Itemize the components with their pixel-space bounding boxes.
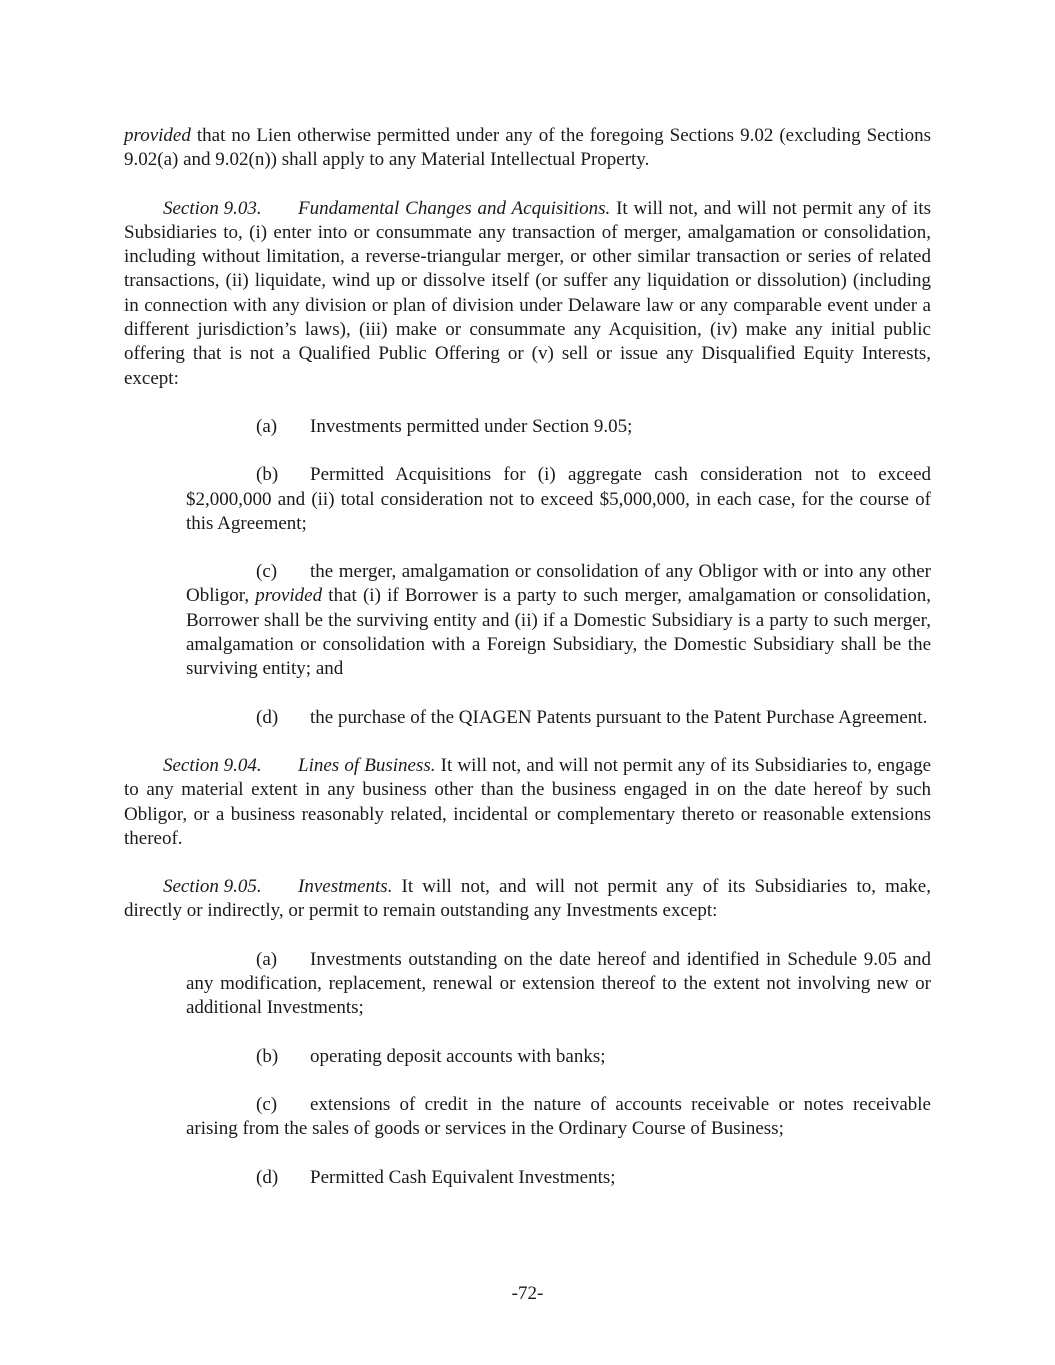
item-text: that (i) if Borrower is a party to such merger, amalgamation or consolidation, Borrower shall be the surviving entity and (ii) if a Domestic Subsidiary is a party to such merger, amalgamation or consolidation with a Foreign Subsidiary, the Domestic Subsidiary shall be the surviving entity; and xyxy=(186,585,931,680)
section-9-03-item-d xyxy=(186,706,931,730)
section-9-05-item-c xyxy=(186,1093,931,1142)
section-9-04-heading: Lines of Business. xyxy=(298,754,436,776)
item-text: the merger, amalgamation or consolidation of any Obligor with or into any other Obligor, xyxy=(186,561,931,607)
section-9-03-item-b xyxy=(186,463,931,536)
section-9-04-number: Section 9.04. xyxy=(163,754,262,776)
section-9-04 xyxy=(124,754,931,851)
section-9-04-text: It will not, and will not permit any of its Subsidiaries to, engage to any material extent in any business other than the business engaged in on the date hereof by such Obligor, or a business reasonably related, incidental or complementary thereto or reasonable extensions thereof. xyxy=(124,754,932,849)
item-label: (a) xyxy=(256,948,278,970)
item-text: extensions of credit in the nature of accounts receivable or notes receivable arising from the sales of goods or services in the Ordinary Course of Business; xyxy=(186,1093,931,1140)
continuation-paragraph xyxy=(124,124,931,173)
section-9-03-item-c xyxy=(186,560,931,681)
item-label: (a) xyxy=(256,415,278,437)
continuation-text: that no Lien otherwise permitted under any of the foregoing Sections 9.02 (excluding Sections 9.02(a) and 9.02(n)) shall apply to any Material Intellectual Property. xyxy=(124,125,931,171)
item-text: operating deposit accounts with banks; xyxy=(310,1045,606,1067)
section-9-05-heading: Investments. xyxy=(298,876,393,898)
section-9-05 xyxy=(124,875,931,924)
item-label: (b) xyxy=(256,1045,279,1067)
section-9-05-number: Section 9.05. xyxy=(163,876,262,898)
item-label: (d) xyxy=(256,1166,279,1188)
item-label: (c) xyxy=(256,1093,278,1115)
section-9-05-item-d xyxy=(186,1166,931,1190)
section-9-05-item-a xyxy=(186,948,931,1021)
item-label: (d) xyxy=(256,706,279,728)
section-9-03 xyxy=(124,197,931,391)
section-9-05-text: It will not, and will not permit any of its Subsidiaries to, make, directly or indirectly, or permit to remain outstanding any Investments except: xyxy=(124,876,931,922)
item-text: the purchase of the QIAGEN Patents pursuant to the Patent Purchase Agreement. xyxy=(310,706,928,728)
section-9-03-item-a xyxy=(186,415,931,439)
item-text: Permitted Cash Equivalent Investments; xyxy=(310,1166,616,1188)
section-9-03-heading: Fundamental Changes and Acquisitions. xyxy=(298,197,611,219)
section-9-03-text: It will not, and will not permit any of its Subsidiaries to, (i) enter into or consummate any transaction of merger, amalgamation or consolidation, including without limitation, a reverse-triangular merger, or other similar transaction or series of related transactions, (ii) liquidate, wind up or dissolve itself (or suffer any liquidation or dissolution) (including in connection with any division or plan of division under Delaware law or any comparable event under a different jurisdiction’s laws), (iii) make or consummate any Acquisition, (iv) make any initial public offering that is not a Qualified Public Offering or (v) sell or issue any Disqualified Equity Interests, except: xyxy=(124,197,931,389)
document-body xyxy=(124,124,931,1214)
item-text: Investments permitted under Section 9.05; xyxy=(310,415,633,437)
item-text: Investments outstanding on the date hereof and identified in Schedule 9.05 and any modification, replacement, renewal or extension thereof to the extent not involving new or additional Investments; xyxy=(186,948,931,1019)
item-label: (b) xyxy=(256,464,279,486)
section-9-03-number: Section 9.03. xyxy=(163,197,262,219)
item-text: Permitted Acquisitions for (i) aggregate cash consideration not to exceed $2,000,000 and (ii) total consideration not to exceed $5,000,000, in each case, for the course of this Agreement; xyxy=(186,464,931,534)
provided-italic: provided xyxy=(255,585,323,607)
page-number: -72- xyxy=(511,1283,544,1304)
section-9-05-item-b xyxy=(186,1045,931,1069)
provided-italic: provided xyxy=(124,125,191,146)
item-label: (c) xyxy=(256,561,278,583)
